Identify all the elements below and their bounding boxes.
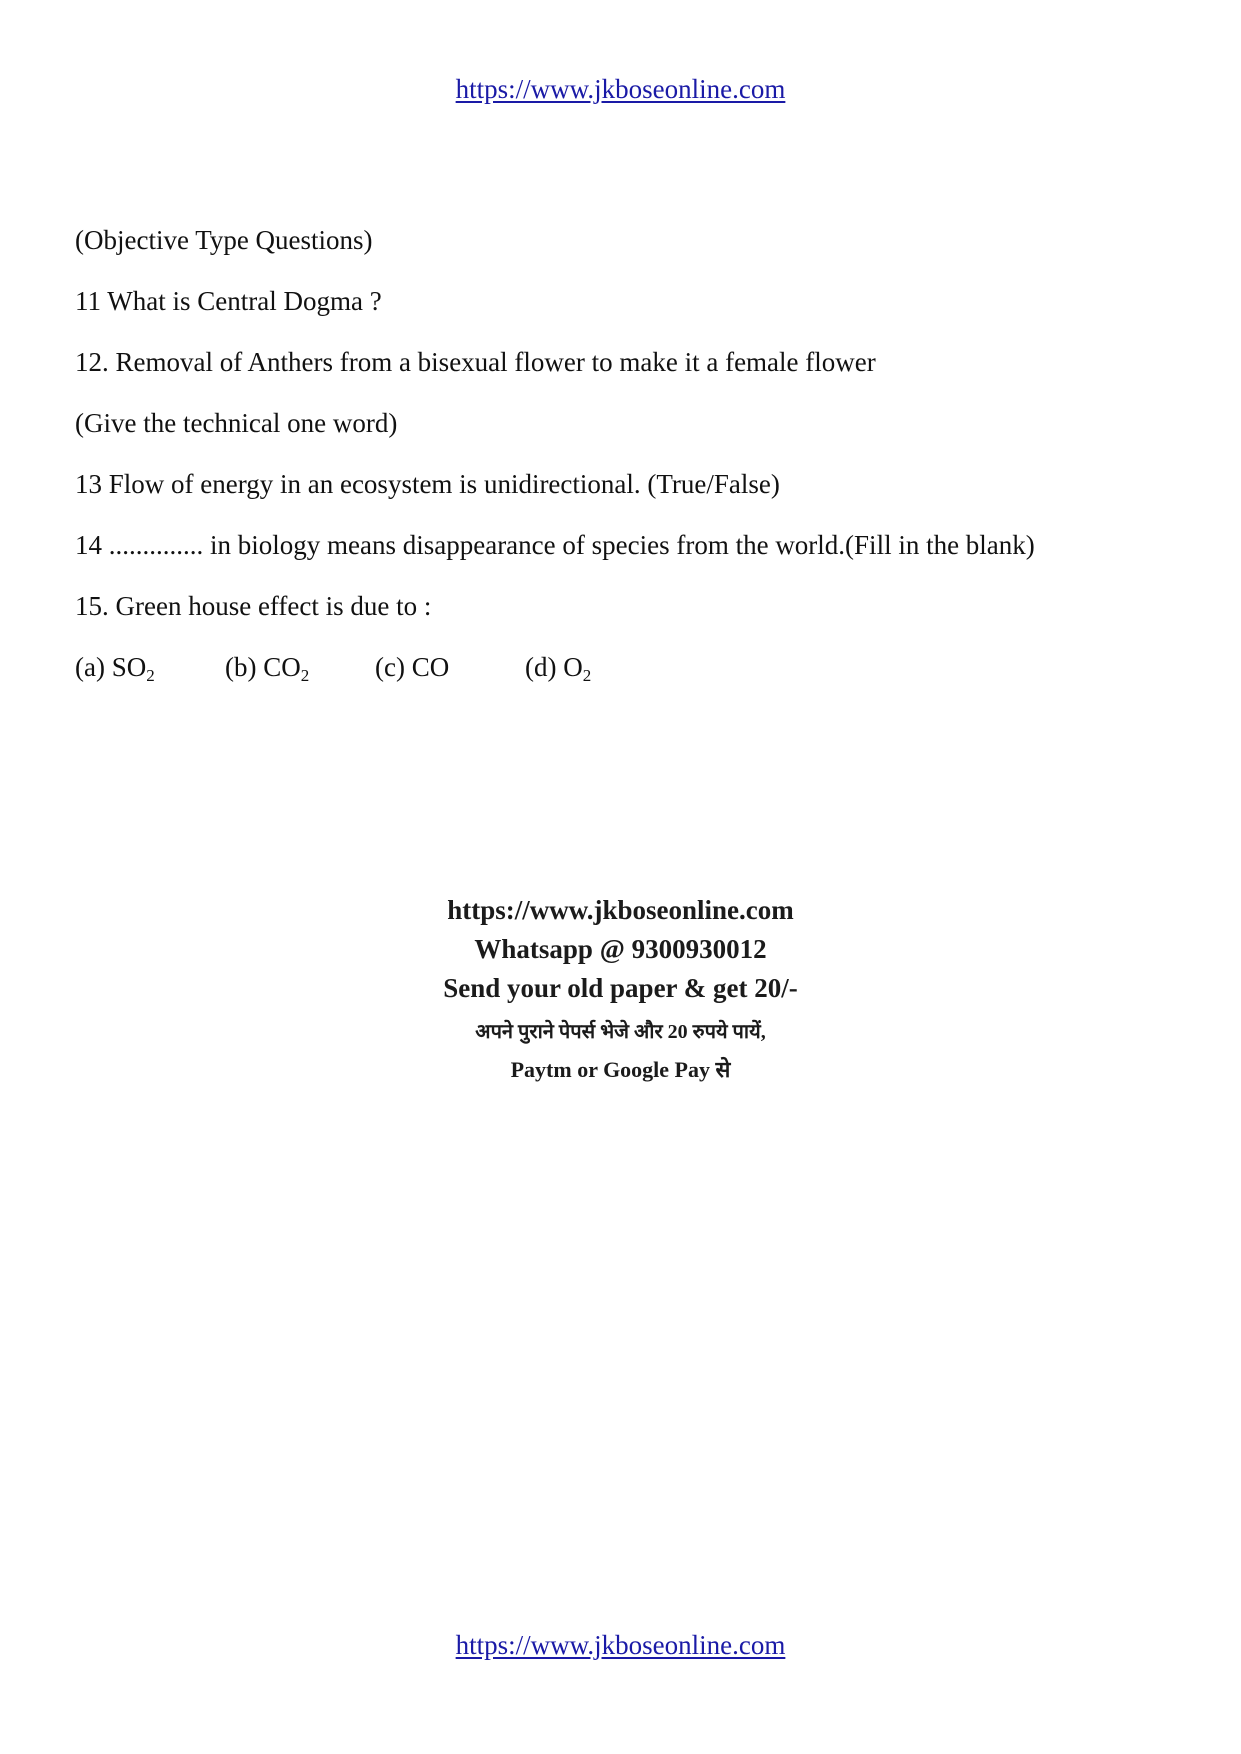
option-a-text: (a) SO	[75, 652, 147, 682]
question-15-options	[75, 654, 775, 688]
question-13: 13 Flow of energy in an ecosystem is unidirectional. (True/False)	[75, 469, 780, 499]
promo-payment: Paytm or Google Pay से	[510, 1057, 731, 1082]
promo-hindi: अपने पुराने पेपर्स भेजे और 20 रुपये पायें,	[475, 1021, 766, 1043]
header-link[interactable]: https://www.jkboseonline.com	[455, 74, 786, 104]
footer-link[interactable]: https://www.jkboseonline.com	[455, 1630, 786, 1660]
option-b	[225, 652, 310, 685]
option-d	[525, 652, 592, 685]
option-c: (c) CO	[375, 652, 450, 682]
question-12: 12. Removal of Anthers from a bisexual flower to make it a female flower	[75, 347, 876, 377]
option-a-subscript: 2	[146, 666, 155, 685]
question-11: 11 What is Central Dogma ?	[75, 286, 382, 316]
option-a	[75, 652, 155, 685]
promo-block	[0, 895, 1241, 1086]
option-d-text: (d) O	[525, 652, 583, 682]
question-15: 15. Green house effect is due to :	[75, 591, 432, 621]
option-b-subscript: 2	[300, 666, 310, 685]
promo-whatsapp: Whatsapp @ 9300930012	[474, 934, 767, 964]
promo-url[interactable]: https://www.jkboseonline.com	[447, 895, 794, 925]
section-title: (Objective Type Questions)	[75, 225, 373, 255]
option-b-text: (b) CO	[225, 652, 301, 682]
promo-offer: Send your old paper & get 20/-	[443, 973, 798, 1003]
option-d-subscript: 2	[582, 666, 592, 685]
question-12-hint: (Give the technical one word)	[75, 408, 398, 438]
question-14: 14 .............. in biology means disappearance of species from the world.(Fill in the blank)	[75, 530, 1035, 560]
